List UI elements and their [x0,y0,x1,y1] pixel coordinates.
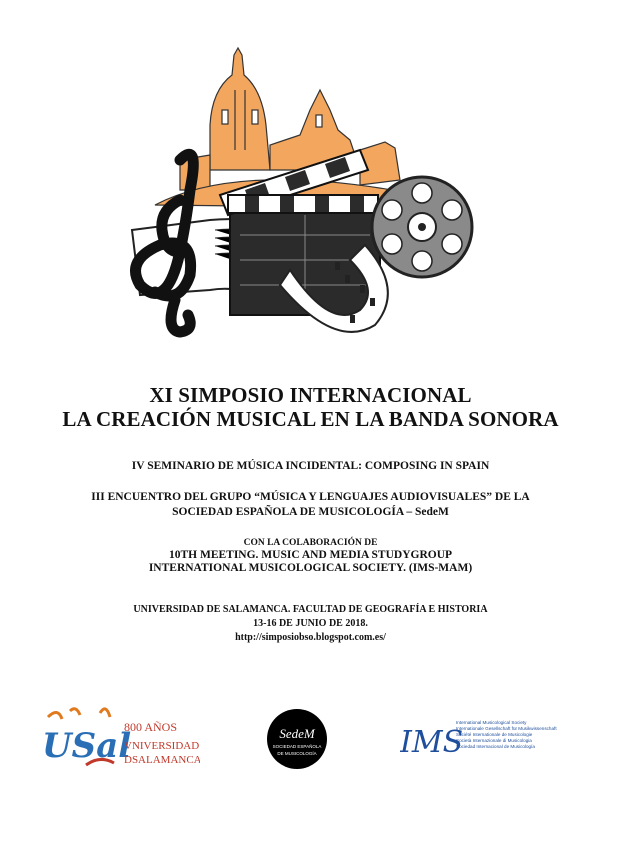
venue-block [0,603,621,645]
usal-name-line-2: DSALAMANCA [124,754,200,766]
encuentro-line-1: III ENCUENTRO DEL GRUPO “MÚSICA Y LENGUAJES AUDIOVISUALES” DE LA [91,491,530,503]
venue-line-1: UNIVERSIDAD DE SALAMANCA. FACULTAD DE GEOGRAFÍA E HISTORIA [133,604,488,615]
title-line-1: XI SIMPOSIO INTERNACIONAL [149,383,472,407]
encuentro-block [0,490,621,520]
ims-mark: IMS [400,725,464,760]
encuentro-line-2: SOCIEDAD ESPAÑOLA DE MUSICOLOGÍA – SedeM [172,506,449,518]
collab-line-1: 10TH MEETING. MUSIC AND MEDIA STUDYGROUP [168,549,453,561]
film-reel-icon [372,177,472,277]
hero-illustration [120,30,490,350]
usal-logo [40,705,200,775]
sedem-mark: SedeM [279,726,315,741]
sedem-logo [266,708,328,770]
ims-caption-4: Società Internazionale di Musicologia [456,738,532,743]
collab-block [0,549,621,575]
venue-dates: 13-16 DE JUNIO DE 2018. [253,618,368,629]
title-block [0,383,621,431]
usal-mark: USal [42,726,132,766]
ims-caption-2: Internationale Gesellschaft für Musikwissenschaft [456,726,557,731]
ims-caption-3: Société Internationale de Musicologie [456,732,533,737]
venue-url[interactable]: http://simposiobso.blogspot.com.es/ [235,632,386,643]
ims-caption-1: International Musicological Society [456,720,527,725]
sedem-caption-1: SOCIEDAD ESPAÑOLA [272,744,322,749]
collab-line-2: INTERNATIONAL MUSICOLOGICAL SOCIETY. (IMS-MAM) [148,562,473,574]
ims-caption-5: Sociedad Internacional de Musicología [456,744,535,749]
sedem-caption-2: DE MUSICOLOGÍA [277,751,317,756]
ims-logo [400,712,570,768]
collab-intro: CON LA COLABORACIÓN DE [243,538,378,548]
logo-row [0,700,621,780]
title-line-2: LA CREACIÓN MUSICAL EN LA BANDA SONORA [62,407,559,431]
usal-name-line-1: VNIVERSIDAD [124,740,200,752]
seminar-text: IV SEMINARIO DE MÚSICA INCIDENTAL: COMPOSING IN SPAIN [131,460,490,472]
usal-years: 800 AÑOS [124,720,178,734]
